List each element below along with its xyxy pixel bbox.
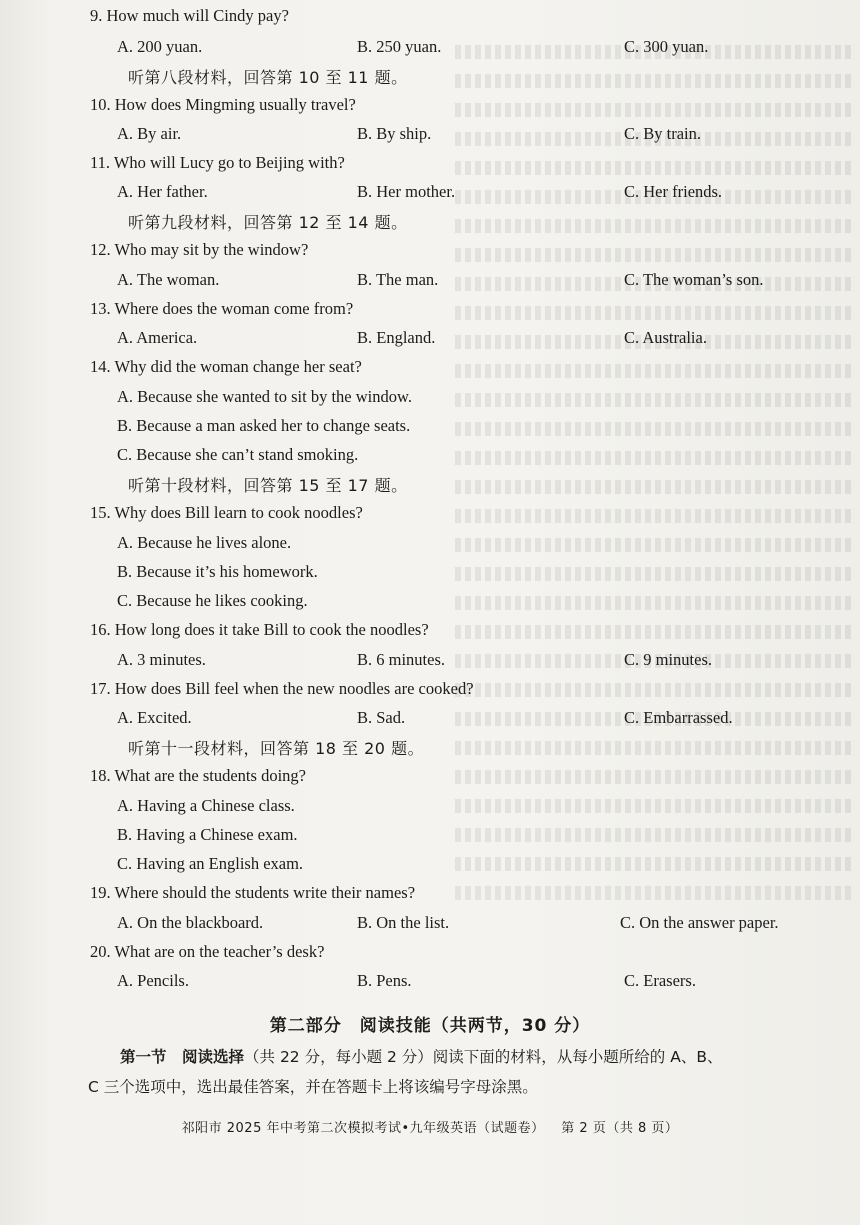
q9-option-b: B. 250 yuan. [357,37,442,56]
q18-option-b: B. Having a Chinese exam. [117,825,298,844]
q16-option-c: C. 9 minutes. [624,650,713,669]
footer-exam-title: 祁阳市 2025 年中考第二次模拟考试•九年级英语（试题卷） [181,1121,545,1136]
question-9: 9. How much will Cindy pay? [90,6,289,25]
q18-option-c: C. Having an English exam. [117,854,304,873]
q14-option-b: B. Because a man asked her to change seats. [117,416,411,435]
q13-option-b: B. England. [357,328,436,347]
q19-option-c: C. On the answer paper. [620,913,779,932]
q20-option-a: A. Pencils. [117,971,189,990]
question-11: 11. Who will Lucy go to Beijing with? [90,153,345,172]
q20-option-b: B. Pens. [357,971,412,990]
q15-option-c: C. Because he likes cooking. [117,591,308,610]
q14-option-c: C. Because she can’t stand smoking. [117,445,359,464]
section-9-header: 听第九段材料，回答第 12 至 14 题。 [128,213,408,232]
q13-option-a: A. America. [117,328,198,347]
q11-option-c: C. Her friends. [624,182,723,201]
q18-option-a: A. Having a Chinese class. [117,796,295,815]
section-10-header: 听第十段材料，回答第 15 至 17 题。 [128,476,408,495]
question-12: 12. Who may sit by the window? [90,240,309,259]
question-15: 15. Why does Bill learn to cook noodles? [90,503,363,522]
q11-option-b: B. Her mother. [357,182,456,201]
section-one-instructions-line2: C 三个选项中，选出最佳答案，并在答题卡上将该编号字母涂黑。 [88,1078,538,1096]
question-18: 18. What are the students doing? [90,766,306,785]
question-16: 16. How long does it take Bill to cook the noodles? [90,620,429,639]
bleed-through-texture [455,30,855,1030]
section-11-header: 听第十一段材料，回答第 18 至 20 题。 [128,739,425,758]
section-one-label: 第一节 阅读选择 [120,1048,245,1066]
q12-option-c: C. The woman’s son. [624,270,764,289]
part-two-title: 第二部分 阅读技能（共两节，30 分） [269,1016,591,1036]
section-one-instructions [120,1045,722,1067]
q14-option-a: A. Because she wanted to sit by the window. [117,387,412,406]
question-19: 19. Where should the students write their names? [90,883,416,902]
q15-option-a: A. Because he lives alone. [117,533,292,552]
q16-option-a: A. 3 minutes. [117,650,206,669]
q12-option-a: A. The woman. [117,270,220,289]
q17-option-c: C. Embarrassed. [624,708,733,727]
q12-option-b: B. The man. [357,270,439,289]
question-17: 17. How does Bill feel when the new noodles are cooked? [90,679,474,698]
q17-option-a: A. Excited. [117,708,192,727]
q19-option-b: B. On the list. [357,913,450,932]
q10-option-c: C. By train. [624,124,701,143]
q16-option-b: B. 6 minutes. [357,650,446,669]
section-one-instruction-text: （共 22 分，每小题 2 分）阅读下面的材料，从每小题所给的 A、B、 [244,1048,723,1066]
q13-option-c: C. Australia. [624,328,707,347]
q19-option-a: A. On the blackboard. [117,913,264,932]
q10-option-a: A. By air. [117,124,182,143]
q9-option-c: C. 300 yuan. [624,37,709,56]
q10-option-b: B. By ship. [357,124,432,143]
question-13: 13. Where does the woman come from? [90,299,354,318]
section-8-header: 听第八段材料，回答第 10 至 11 题。 [128,68,408,87]
question-20: 20. What are on the teacher’s desk? [90,942,325,961]
question-10: 10. How does Mingming usually travel? [90,95,356,114]
page-footer [0,1117,860,1136]
question-14: 14. Why did the woman change her seat? [90,357,362,376]
q9-option-a: A. 200 yuan. [117,37,203,56]
q15-option-b: B. Because it’s his homework. [117,562,318,581]
q17-option-b: B. Sad. [357,708,406,727]
footer-page-number: 第 2 页（共 8 页） [561,1121,679,1136]
q11-option-a: A. Her father. [117,182,208,201]
q20-option-c: C. Erasers. [624,971,696,990]
